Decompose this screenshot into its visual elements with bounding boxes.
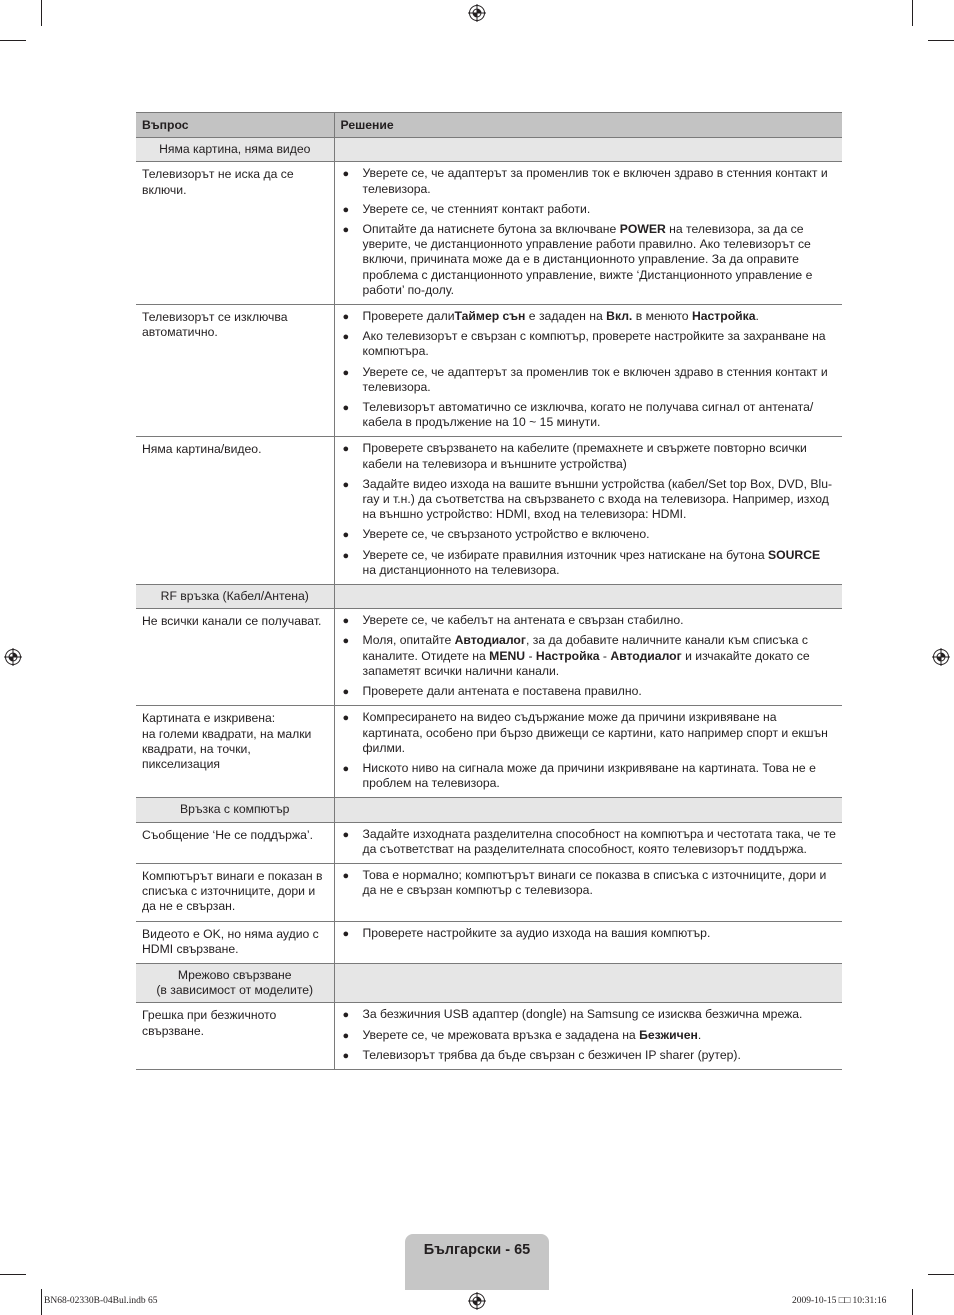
solution-item: ● Уверете се, че адаптерът за променлив ток е включен здраво в стенния контакт и телевизора. bbox=[342, 166, 828, 196]
bullet-icon: ● bbox=[342, 366, 350, 379]
section-empty-cell bbox=[334, 798, 842, 822]
solution-list bbox=[341, 613, 837, 699]
section-title: RF връзка (Кабел/Антена) bbox=[136, 585, 334, 609]
solution-cell bbox=[334, 609, 842, 706]
question-cell: Съобщение ‘Не се поддържа’. bbox=[136, 822, 334, 863]
bullet-icon: ● bbox=[342, 1029, 350, 1042]
question-cell: Не всички канали се получават. bbox=[136, 609, 334, 706]
solution-cell bbox=[334, 706, 842, 798]
section-title: Връзка с компютър bbox=[136, 798, 334, 822]
page-number-badge bbox=[405, 1234, 549, 1290]
table-row bbox=[136, 437, 842, 585]
registration-mark-icon bbox=[4, 648, 22, 666]
solution-item: ● Проверете настройките за аудио изхода на вашия компютър. bbox=[341, 926, 837, 941]
question-cell: Няма картина/видео. bbox=[136, 437, 334, 585]
emphasis-term: Автодиалог bbox=[610, 648, 682, 663]
solution-item: ● Ако телевизорът е свързан с компютър, проверете настройките за захранване на компютъра. bbox=[342, 329, 826, 359]
registration-mark-icon bbox=[468, 1292, 486, 1310]
emphasis-term: Безжичен bbox=[639, 1027, 698, 1042]
bullet-icon: ● bbox=[342, 828, 350, 841]
solution-item: ● Задайте видео изхода на вашите външни устройства (кабел/Set top Box, DVD, Blu-ray и т.н.) да съответства на свързването с входа на телевизора. Например, изход на външно устройство: HDMI, вход на телевизора: HDMI. bbox=[342, 476, 833, 522]
question-cell: Компютърът винаги е показан в списъка с източниците, дори и да не е свързан. bbox=[136, 863, 334, 921]
solution-cell bbox=[334, 1003, 842, 1070]
section-row bbox=[136, 798, 842, 822]
solution-item: ● Това е нормално; компютърът винаги се показва в списъка с източниците, дори и да не е свързан компютър с телевизора. bbox=[342, 867, 827, 898]
solution-item: ● Уверете се, че избирате правилния източник чрез натискане на бутона SOURCE на дистанционното на телевизора. bbox=[342, 547, 821, 577]
bullet-icon: ● bbox=[342, 686, 350, 699]
table-row bbox=[136, 863, 842, 921]
bullet-icon: ● bbox=[342, 529, 350, 542]
bullet-icon: ● bbox=[342, 712, 350, 725]
section-title: Няма картина, няма видео bbox=[136, 138, 334, 162]
solution-cell bbox=[334, 305, 842, 437]
bullet-icon: ● bbox=[342, 549, 350, 562]
crop-mark bbox=[912, 1289, 913, 1315]
section-empty-cell bbox=[334, 963, 842, 1002]
bullet-icon: ● bbox=[342, 927, 350, 940]
crop-mark bbox=[912, 0, 913, 26]
crop-mark bbox=[0, 40, 26, 41]
bullet-icon: ● bbox=[342, 635, 350, 648]
table-row bbox=[136, 822, 842, 863]
emphasis-term: Настройка bbox=[691, 309, 756, 324]
emphasis-term: MENU bbox=[489, 648, 526, 663]
solution-item: ● Ниското ниво на сигнала може да причини изкривяване на картината. Това не е проблем на телевизора. bbox=[342, 760, 816, 791]
solution-cell bbox=[334, 822, 842, 863]
table-row bbox=[136, 1003, 842, 1070]
page-label: Български - 65 bbox=[423, 1242, 531, 1258]
solution-list bbox=[341, 1007, 837, 1063]
solution-list bbox=[341, 868, 837, 898]
emphasis-term: Автодиалог bbox=[454, 633, 526, 648]
bullet-icon: ● bbox=[342, 224, 350, 237]
troubleshooting-table bbox=[136, 112, 842, 1070]
bullet-icon: ● bbox=[342, 402, 350, 415]
solution-item: ● Опитайте да натиснете бутона за включване POWER на телевизора, за да се уверите, че дистанционното управление работи правилно. Ако телевизорът се включи, причината може да е в дистанционното управление. За да оправите проблема с дистанционното управление, вижте ‘Дистанционното управление е работи’ по-долу. bbox=[342, 222, 813, 297]
solution-list bbox=[341, 710, 837, 791]
bullet-icon: ● bbox=[342, 762, 350, 775]
crop-mark bbox=[928, 1274, 954, 1275]
solution-item: ● Проверете дали антената е поставена правилно. bbox=[341, 684, 837, 699]
print-slug-file: BN68-02330B-04Bul.indb 65 bbox=[44, 1296, 158, 1306]
bullet-icon: ● bbox=[342, 443, 350, 456]
question-cell: Телевизорът не иска да се включи. bbox=[136, 162, 334, 305]
emphasis-term: POWER bbox=[619, 222, 666, 237]
bullet-icon: ● bbox=[342, 615, 350, 628]
solution-list bbox=[341, 166, 837, 298]
solution-item: ● Уверете се, че свързаното устройство е включено. bbox=[341, 527, 837, 542]
section-row bbox=[136, 138, 842, 162]
solution-item: ● Моля, опитайте Автодиалог, за да добавите наличните канали към списъка с каналите. Отидете на MENU - Настройка - Автодиалог и изчакайте докато се запаметят всички налични канали. bbox=[342, 633, 810, 678]
solution-item: ● Уверете се, че кабелът на антената е свързан стабилно. bbox=[341, 613, 837, 628]
section-row bbox=[136, 585, 842, 609]
crop-mark bbox=[0, 1274, 26, 1275]
table-row bbox=[136, 305, 842, 437]
table-header-row bbox=[136, 113, 842, 138]
bullet-icon: ● bbox=[342, 331, 350, 344]
question-cell: Картината е изкривена: на големи квадрати, на малки квадрати, на точки, пикселизация bbox=[136, 706, 334, 798]
solution-cell bbox=[334, 162, 842, 305]
bullet-icon: ● bbox=[342, 478, 350, 491]
registration-mark-icon bbox=[932, 648, 950, 666]
solution-list bbox=[341, 309, 837, 430]
header-question: Въпрос bbox=[136, 113, 334, 138]
bullet-icon: ● bbox=[342, 1049, 350, 1062]
question-cell: Телевизорът се изключва автоматично. bbox=[136, 305, 334, 437]
solution-item: ● За безжичния USB адаптер (dongle) на Samsung се изисква безжична мрежа. bbox=[341, 1007, 837, 1022]
crop-mark bbox=[41, 0, 42, 26]
crop-mark bbox=[928, 40, 954, 41]
emphasis-term: Вкл. bbox=[606, 309, 633, 324]
solution-list bbox=[341, 926, 837, 941]
emphasis-term: SOURCE bbox=[768, 547, 821, 562]
section-empty-cell bbox=[334, 585, 842, 609]
solution-item: ● Проверете свързването на кабелите (премахнете и свържете повторно всички кабели на телевизора и външните устройства) bbox=[342, 441, 807, 471]
emphasis-term: Настройка bbox=[535, 648, 600, 663]
bullet-icon: ● bbox=[342, 203, 350, 216]
emphasis-term: Таймер сън bbox=[454, 309, 526, 324]
bullet-icon: ● bbox=[342, 311, 350, 324]
solution-item: ● Телевизорът автоматично се изключва, когато не получава сигнал от антената/кабела в продължение на 10 ~ 15 минути. bbox=[342, 400, 814, 430]
header-solution: Решение bbox=[334, 113, 842, 138]
solution-item: ● Проверете далиТаймер сън е зададен на Вкл. в менюто Настройка. bbox=[341, 309, 837, 324]
table-row bbox=[136, 609, 842, 706]
solution-item: ● Уверете се, че мрежовата връзка е зададена на Безжичен. bbox=[341, 1028, 837, 1043]
section-empty-cell bbox=[334, 138, 842, 162]
bullet-icon: ● bbox=[342, 1009, 350, 1022]
solution-list bbox=[341, 827, 837, 857]
bullet-icon: ● bbox=[342, 168, 350, 181]
table-row bbox=[136, 162, 842, 305]
solution-item: ● Задайте изходната разделителна способност на компютъра и честотата така, че те да съответстват на разделителната способност, която телевизорът поддържа. bbox=[342, 826, 836, 856]
table-row bbox=[136, 706, 842, 798]
solution-item: ● Телевизорът трябва да бъде свързан с безжичен IP sharer (рутер). bbox=[341, 1048, 837, 1063]
crop-mark bbox=[41, 1289, 42, 1315]
section-title: Мрежово свързване (в зависимост от моделите) bbox=[136, 963, 334, 1002]
solution-cell bbox=[334, 921, 842, 963]
solution-cell bbox=[334, 437, 842, 585]
solution-cell bbox=[334, 863, 842, 921]
section-row bbox=[136, 963, 842, 1002]
registration-mark-icon bbox=[468, 4, 486, 22]
bullet-icon: ● bbox=[342, 869, 350, 882]
table-row bbox=[136, 921, 842, 963]
question-cell: Видеото е OK, но няма аудио с HDMI свързване. bbox=[136, 921, 334, 963]
solution-item: ● Уверете се, че адаптерът за променлив ток е включен здраво в стенния контакт и телевизора. bbox=[342, 364, 828, 394]
print-slug-timestamp: 2009-10-15 □□ 10:31:16 bbox=[792, 1296, 887, 1306]
solution-item: ● Уверете се, че стенният контакт работи. bbox=[341, 202, 837, 217]
solution-item: ● Компресирането на видео съдържание може да причини изкривяване на картината, особено при бързо движещи се картини, като например спорт и екшън филми. bbox=[342, 710, 828, 755]
solution-list bbox=[341, 441, 837, 578]
question-cell: Грешка при безжичното свързване. bbox=[136, 1003, 334, 1070]
